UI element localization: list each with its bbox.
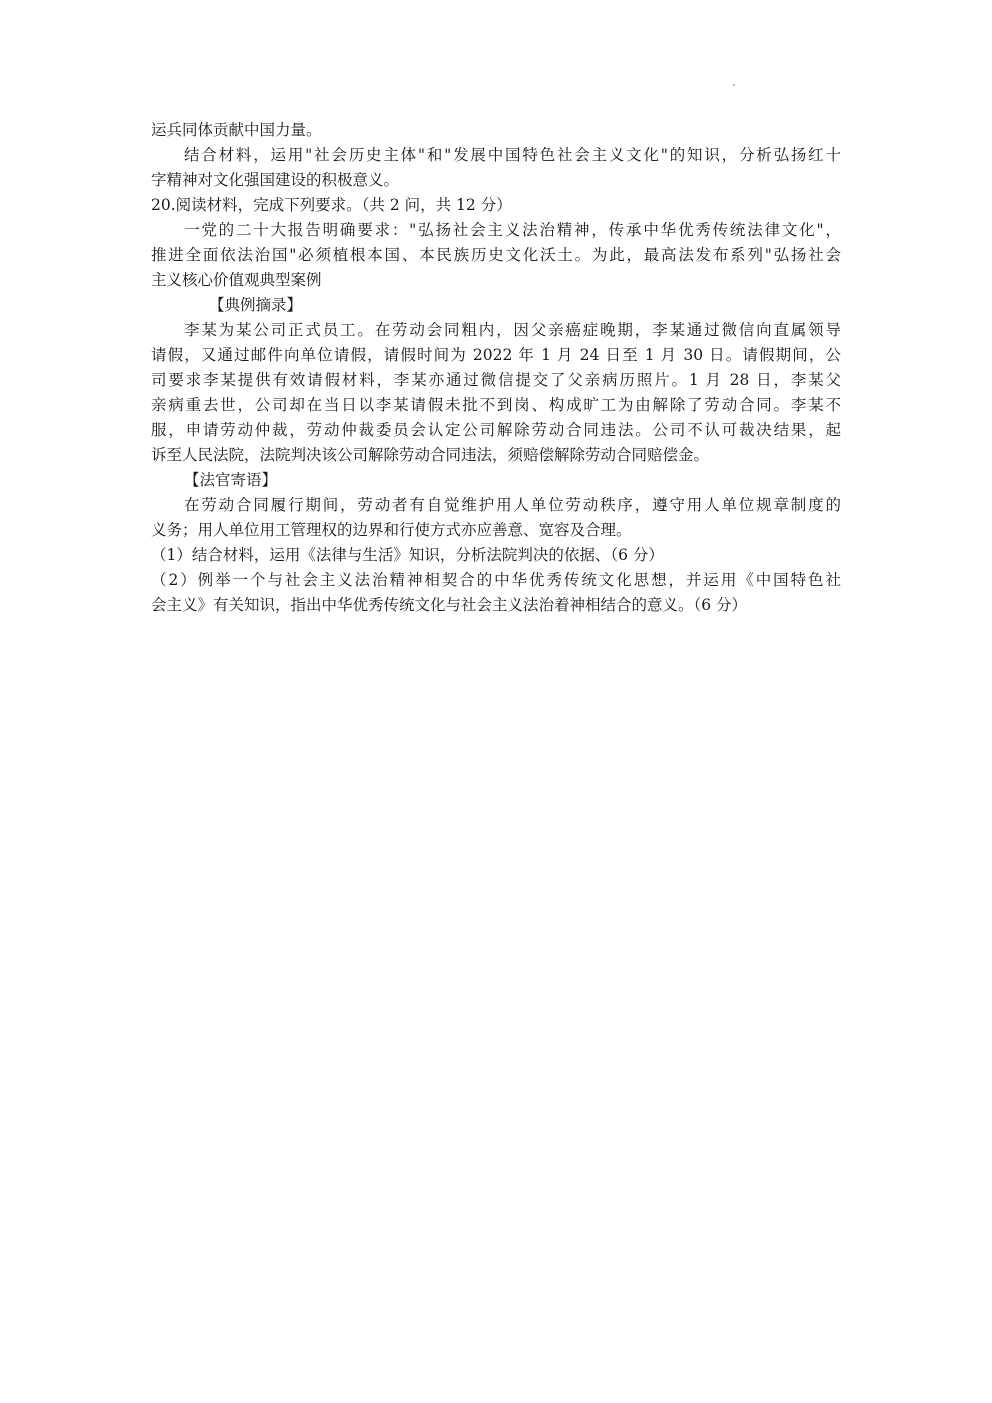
case-text-line: 诉至人民法院，法院判决该公司解除劳动合同违法，须赔偿解除劳动合同赔偿金。 <box>151 446 710 464</box>
q20-header: 20.阅读材料，完成下列要求。（共 2 问，共 12 分） <box>151 196 512 214</box>
continuation-line: 运兵同体贡献中国力量。 <box>151 121 322 139</box>
q20-intro-line: 主义核心价值观典型案例 <box>151 271 322 289</box>
judge-text-line: 义务；用人单位用工管理权的边界和行使方式亦应善意、宽容及合理。 <box>151 521 632 539</box>
sub-question-2-line: 会主义》有关知识，指出中华优秀传统文化与社会主义法治着神相结合的意义。（6 分） <box>151 596 748 614</box>
judge-heading: 【法官寄语】 <box>184 471 278 489</box>
case-text-line: 李某为某公司正式员工。在劳动会同粗内，因父亲癌症晚期，李某通过微信向直属领导 <box>184 321 841 339</box>
case-heading: 【典例摘录】 <box>209 296 303 314</box>
sub-question-2-line: （2）例举一个与社会主义法治精神相契合的中华优秀传统文化思想，并运用《中国特色社 <box>151 571 841 589</box>
exam-page <box>151 118 841 618</box>
scan-speck <box>733 84 735 86</box>
case-text-line: 亲病重去世，公司却在当日以李某请假未批不到岗、构成旷工为由解除了劳动合同。李某不 <box>151 396 841 414</box>
q20-intro-line: 推进全面依法治国"必须植根本国、本民族历史文化沃土。为此，最高法发布系列"弘扬社会 <box>151 246 841 264</box>
sub-question-1: （1）结合材料，运用《法律与生活》知识，分析法院判决的依据、（6 分） <box>151 546 664 564</box>
q20-intro-line: 一党的二十大报告明确要求："弘扬社会主义法治精神，传承中华优秀传统法律文化"， <box>184 221 841 239</box>
judge-text-line: 在劳动合同履行期间，劳动者有自觉维护用人单位劳动秩序，遵守用人单位规章制度的 <box>184 496 841 514</box>
q19-prompt-line: 结合材料，运用"社会历史主体"和"发展中国特色社会主义文化"的知识，分析弘扬红十 <box>184 146 841 164</box>
case-text-line: 请假，又通过邮件向单位请假，请假时间为 2022 年 1 月 24 日至 1 月 30 日。请假期间，公 <box>151 346 841 364</box>
case-text-line: 服，申请劳动仲裁，劳动仲裁委员会认定公司解除劳动合同违法。公司不认可裁决结果，起 <box>151 421 841 439</box>
q19-prompt-line: 字精神对文化强国建设的积极意义。 <box>151 171 400 189</box>
case-text-line: 司要求李某提供有效请假材料，李某亦通过微信提交了父亲病历照片。1 月 28 日，李某父 <box>151 371 841 389</box>
